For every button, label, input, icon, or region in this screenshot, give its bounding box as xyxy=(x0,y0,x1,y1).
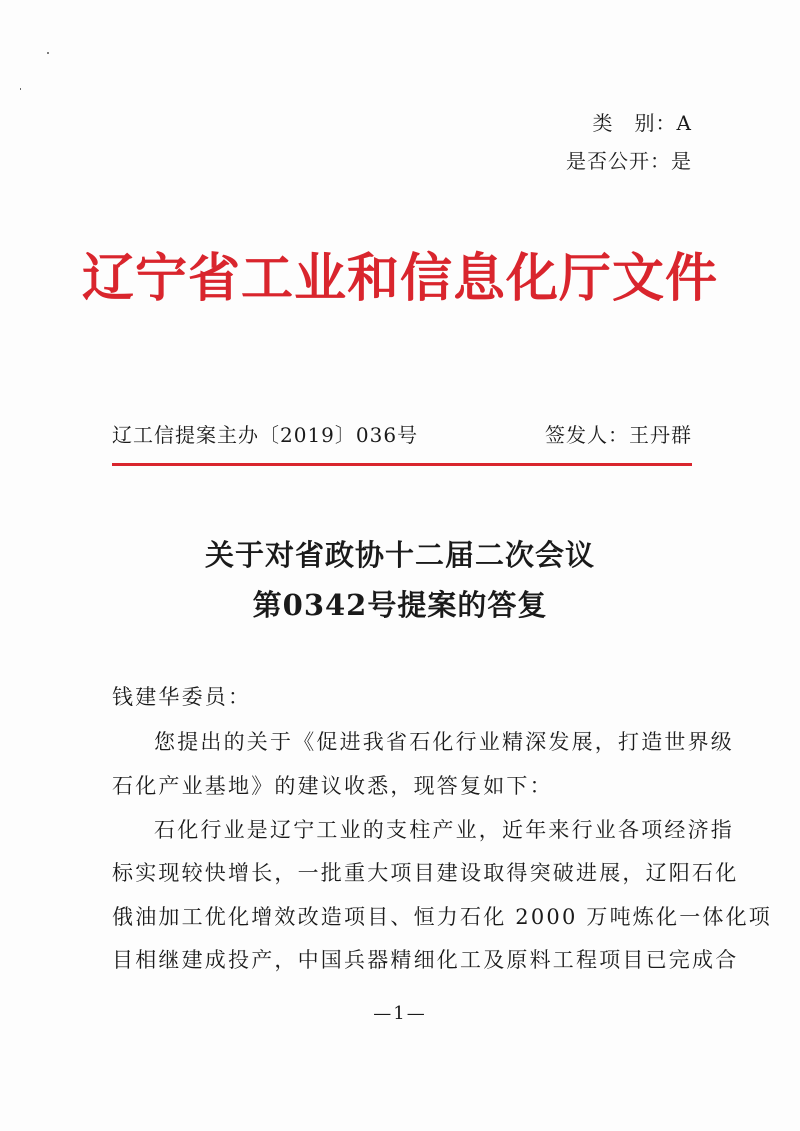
page-number: —1— xyxy=(373,1003,427,1024)
category-line xyxy=(593,110,692,136)
red-divider xyxy=(112,463,692,466)
paragraph-2-line-2: 标实现较快增长，一批重大项目建设取得突破进展，辽阳石化 xyxy=(112,861,739,885)
public-value: 是 xyxy=(671,149,692,173)
public-line xyxy=(566,148,692,174)
scan-speck xyxy=(47,52,49,54)
document-number: 辽工信提案主办〔2019〕036号 xyxy=(112,423,419,447)
paragraph-2-line-3: 俄油加工优化增效改造项目、恒力石化 2000 万吨炼化一体化项 xyxy=(112,905,772,929)
public-separator: ： xyxy=(650,149,671,173)
paragraph-1-line-1: 您提出的关于《促进我省石化行业精深发展，打造世界级 xyxy=(154,730,734,754)
public-label: 是否公开 xyxy=(566,149,650,173)
document-title-line-2: 第0342号提案的答复 xyxy=(252,588,548,622)
paragraph-1-line-2: 石化产业基地》的建议收悉，现答复如下： xyxy=(112,774,553,798)
paragraph-2-line-4: 目相继建成投产，中国兵器精细化工及原料工程项目已完成合 xyxy=(112,948,739,972)
signer: 签发人：王丹群 xyxy=(545,423,692,447)
category-label: 类 别 xyxy=(592,111,656,135)
paragraph-2-line-1: 石化行业是辽宁工业的支柱产业，近年来行业各项经济指 xyxy=(154,818,734,842)
category-value: A xyxy=(676,111,692,135)
scan-speck xyxy=(20,88,21,90)
salutation: 钱建华委员： xyxy=(112,685,252,709)
category-separator: ： xyxy=(655,111,677,135)
document-title-line-1: 关于对省政协十二届二次会议 xyxy=(204,538,595,572)
issuer-title: 辽宁省工业和信息化厅文件 xyxy=(81,248,718,309)
